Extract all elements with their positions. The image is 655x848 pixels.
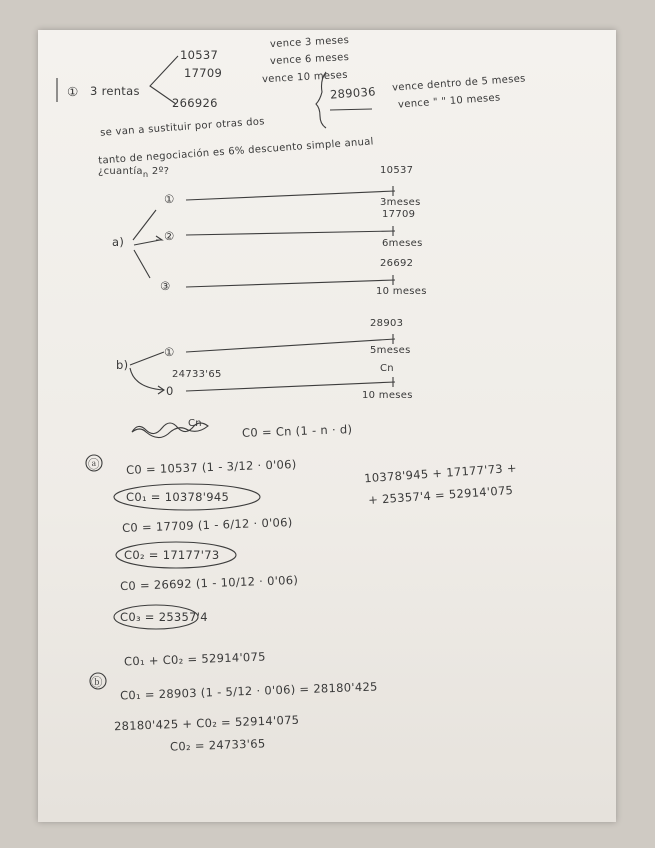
diagram-b-value-2: Cn (380, 363, 394, 374)
formula-cn: Cn (188, 418, 202, 429)
part-a-sum-2: + 25357'4 = 52914'075 (367, 482, 514, 508)
new-payment-1-due: vence dentro de 5 meses (391, 73, 527, 94)
diagram-a-value-3: 26692 (380, 258, 414, 269)
diagram-a-circle-2: ② (164, 229, 175, 243)
part-b-line-2: C0₁ = 28903 (1 - 5/12 · 0'06) = 28180'425 (119, 679, 378, 703)
part-a-result-2: C0₂ = 17177'73 (124, 548, 220, 562)
diagram-a-label: a) (112, 235, 125, 249)
problem-number: ① (67, 84, 79, 99)
part-b-line-1: C0₁ + C0₂ = 52914'075 (123, 649, 267, 669)
diagram-b-zero: 0 (166, 384, 174, 398)
new-payment-2-due: vence " " 10 meses (397, 92, 501, 111)
part-a-result-3: C0₃ = 25357'4 (120, 610, 208, 624)
vence-1: vence 3 meses (269, 34, 350, 51)
diagram-a-time-1: 3meses (380, 197, 421, 208)
part-a-sum-1: 10378'945 + 17177'73 + (363, 460, 518, 486)
diagram-a-circle-1: ① (164, 192, 175, 206)
diagram-b-time-2: 10 meses (362, 390, 413, 401)
part-a-mark: ⓐ (88, 457, 100, 471)
diagram-a-value-1: 10537 (380, 165, 414, 176)
formula-main: C0 = Cn (1 - n · d) (241, 422, 353, 440)
part-a-line-2: C0 = 17709 (1 - 6/12 · 0'06) (121, 515, 293, 535)
part-b-line-3: 28180'425 + C0₂ = 52914'075 (113, 712, 300, 734)
new-payment-1: 289036 (329, 84, 377, 102)
renta-1: 10537 (180, 48, 219, 62)
vence-2: vence 6 meses (269, 51, 350, 68)
part-b-mark: ⓑ (91, 675, 103, 689)
tanto-text: tanto de negociación es 6% descuento simple anual (97, 136, 375, 167)
diagram-b-value-1: 28903 (370, 318, 404, 329)
diagram-b-circle-1: ① (164, 345, 175, 359)
question: ¿cuantía$_n$ 2º? (98, 166, 170, 179)
renta-2: 17709 (184, 66, 223, 80)
renta-3: 266926 (172, 96, 218, 110)
diagram-a-time-3: 10 meses (376, 286, 427, 297)
vence-3: vence 10 meses (261, 69, 349, 86)
diagram-a-circle-3: ③ (160, 279, 171, 293)
diagram-b-label: b) (116, 358, 129, 372)
part-a-line-3: C0 = 26692 (1 - 10/12 · 0'06) (119, 572, 299, 594)
part-b-line-4: C0₂ = 24733'65 (169, 736, 266, 754)
diagram-a-value-2: 17709 (382, 209, 416, 220)
diagram-b-value-0: 24733'65 (172, 369, 222, 380)
diagram-a-time-2: 6meses (382, 238, 423, 249)
diagram-b-time-1: 5meses (370, 345, 411, 356)
rentas-label: 3 rentas (90, 84, 140, 98)
sustituir-text: se van a sustituir por otras dos (99, 116, 266, 139)
part-a-line-1: C0 = 10537 (1 - 3/12 · 0'06) (125, 457, 297, 477)
part-a-result-1: C0₁ = 10378'945 (126, 490, 230, 504)
